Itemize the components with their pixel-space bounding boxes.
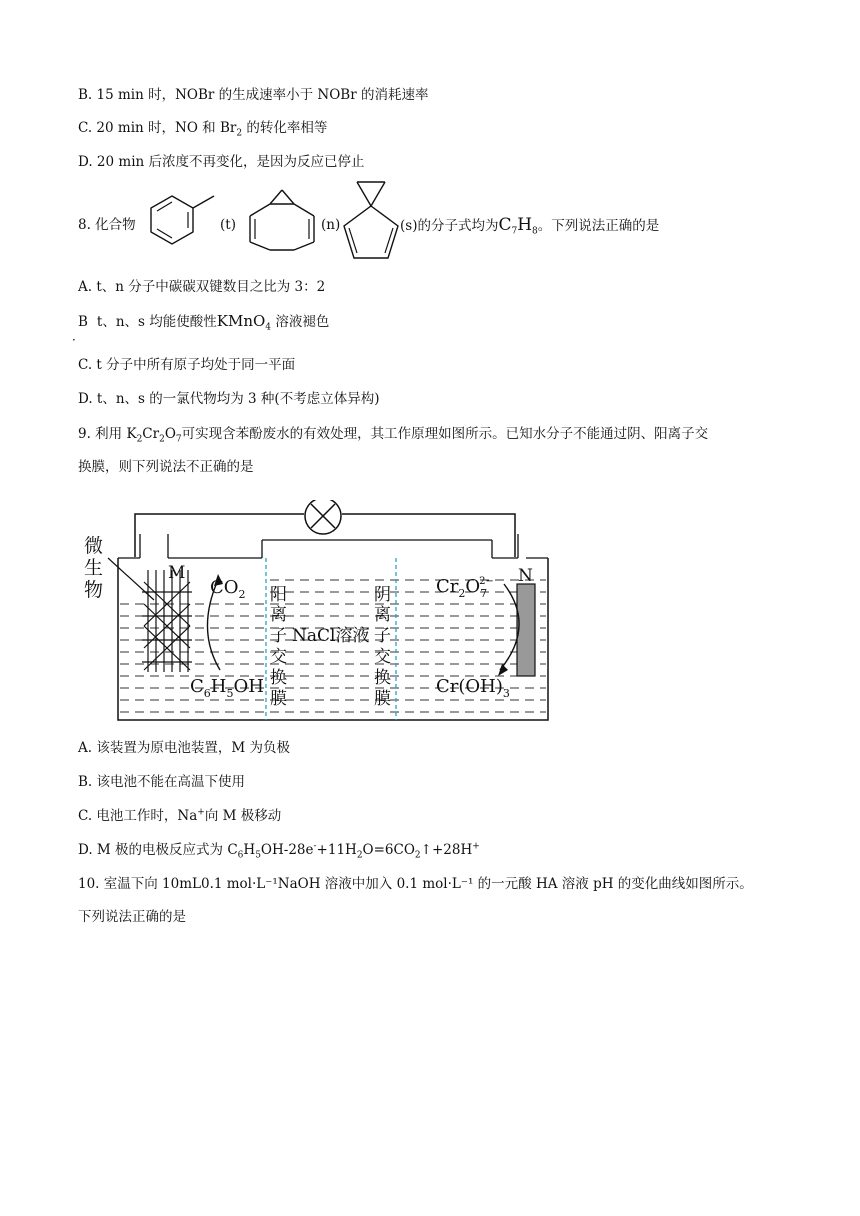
label-n: (n): [321, 217, 341, 233]
chromium-hydroxide-label: $Cr(OH)_3$: [436, 676, 510, 700]
co2-label: $CO_2$: [210, 577, 246, 601]
norbornadiene-structure: [238, 186, 326, 258]
option-9a: A. 该装置为原电池装置，M 为负极: [78, 740, 290, 756]
option-8c: C. t 分子中所有原子均处于同一平面: [78, 357, 296, 373]
question-8-stem-start: 8. 化合物: [78, 217, 136, 233]
question-8-stem-end: (s)的分子式均为$C_7H_8$。下列说法正确的是: [400, 215, 660, 237]
option-8d: D. t、n、s 的一氯代物均为 3 种(不考虑立体异构): [78, 391, 380, 407]
electrode-n: [517, 584, 535, 676]
question-9-stem-line1: 9. 利用 $K_2Cr_2O_7$可实现含苯酚废水的有效处理，其工作原理如图所示。已知水分子不能通过阴、阳离子交: [78, 426, 709, 445]
question-9-stem-line2: 换膜，则下列说法不正确的是: [78, 459, 254, 475]
anion-membrane-label: 阴 离 子 交 换 膜: [374, 585, 391, 709]
toluene-structure: [142, 188, 222, 252]
option-9b: B. 该电池不能在高温下使用: [78, 774, 246, 790]
nacl-label: NaCl溶液: [292, 626, 370, 646]
label-m: M: [168, 563, 186, 583]
option-7d: D. 20 min 后浓度不再变化，是因为反应已停止: [78, 154, 365, 170]
question-10-stem-line2: 下列说法正确的是: [78, 909, 186, 925]
microbe-label: 微 生 物: [84, 535, 104, 601]
dichromate-label: $Cr_2O_72-$: [436, 576, 494, 600]
option-8a: A. t、n 分子中碳碳双键数目之比为 3：2: [78, 279, 326, 295]
option-9d: D. M 极的电极反应式为 $C_6H_5OH-28e^-+11H_2O=6CO_2↑+28H^+$: [78, 841, 480, 861]
arrow-down-icon: [498, 664, 508, 676]
option-9c: C. 电池工作时，Na+向 M 极移动: [78, 807, 282, 824]
option-7c: C. 20 min 时，NO 和 $Br_2$ 的转化率相等: [78, 120, 328, 139]
electrode-m: [142, 570, 192, 672]
option-8b-dot: ．: [72, 329, 85, 343]
option-8b: B t、n、s 均能使酸性KMnO$_4$ 溶液褪色: [78, 312, 330, 333]
label-t: (t): [220, 217, 236, 233]
electrolysis-diagram: [80, 500, 570, 725]
phenol-label: $C_6H_5OH$: [190, 676, 264, 700]
option-7b: B. 15 min 时，NOBr 的生成速率小于 NOBr 的消耗速率: [78, 87, 429, 103]
cation-membrane-label: 阳 离 子 交 换 膜: [270, 585, 287, 709]
spiro-structure: [335, 176, 407, 268]
question-10-stem-line1: 10. 室温下向 10mL0.1 mol·L⁻¹NaOH 溶液中加入 0.1 mol·L⁻¹ 的一元酸 HA 溶液 pH 的变化曲线如图所示。: [78, 876, 753, 892]
label-n-electrode: N: [518, 566, 533, 586]
